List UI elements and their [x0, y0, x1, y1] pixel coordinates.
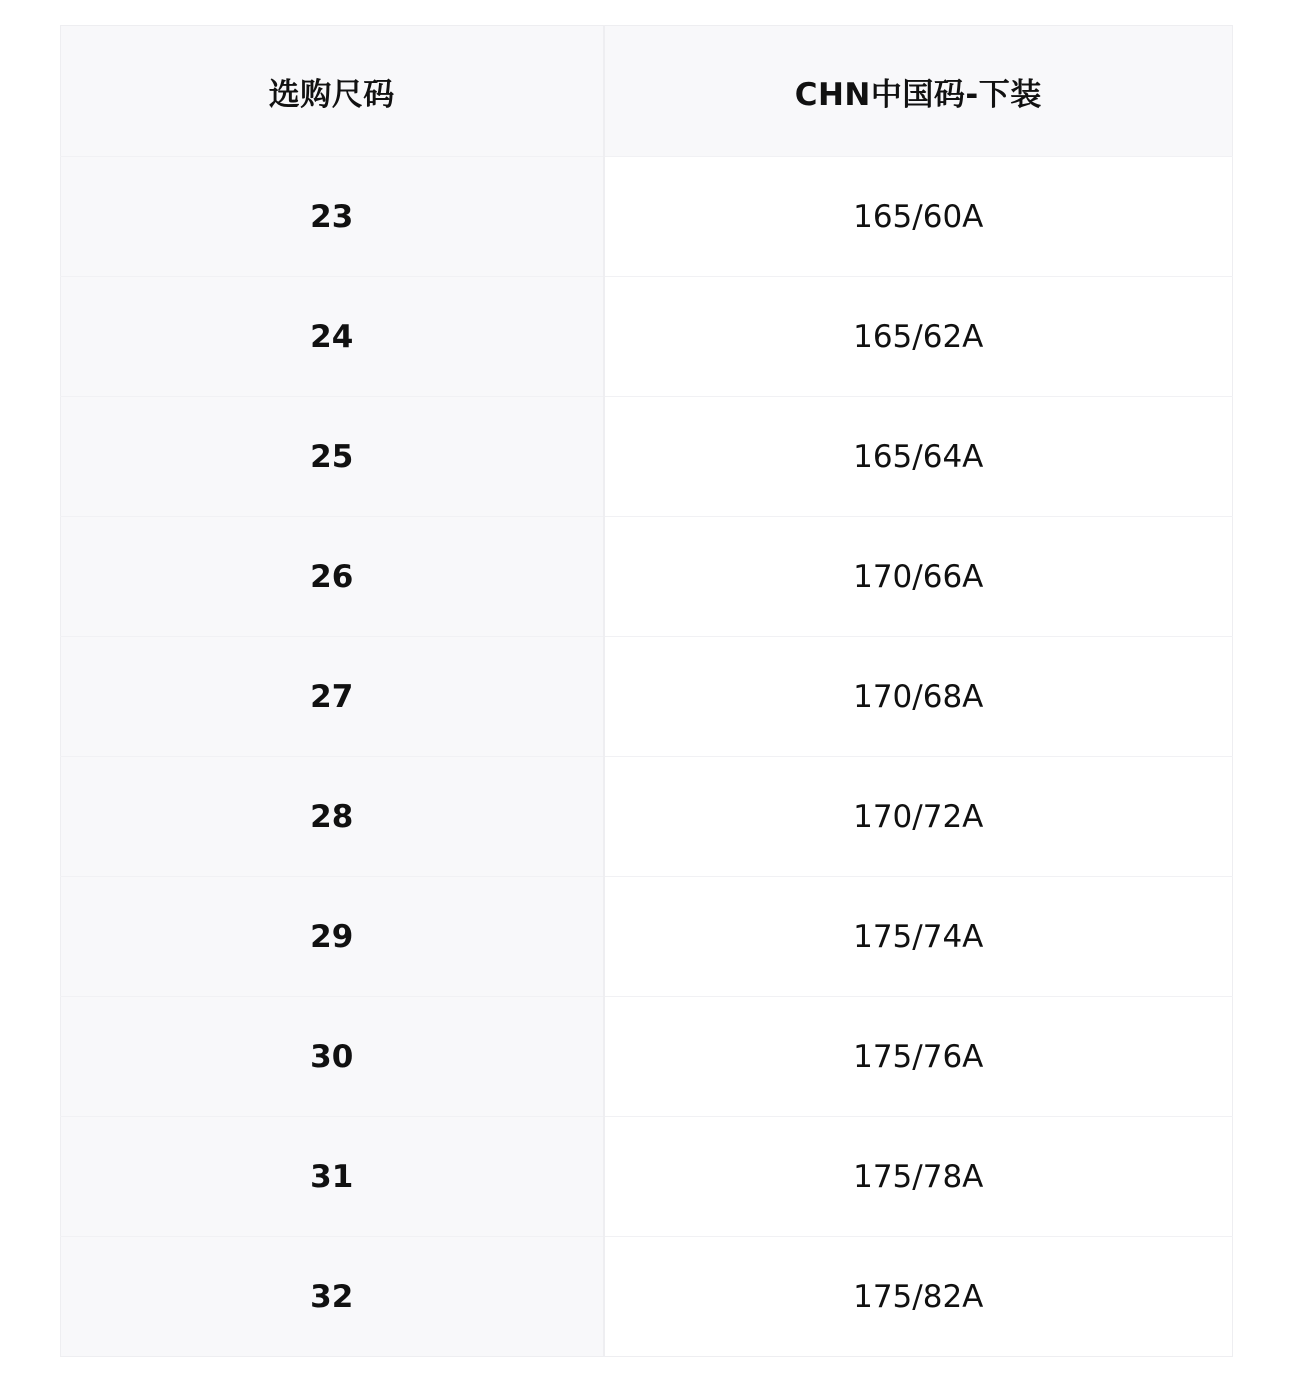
- table-header-row: [61, 26, 1233, 157]
- table-row: [61, 1237, 1233, 1357]
- header-selected-size: 选购尺码: [61, 26, 604, 157]
- table-row: [61, 517, 1233, 637]
- table-row: [61, 637, 1233, 757]
- chn-size-cell: 170/66A: [604, 517, 1233, 637]
- table-row: [61, 997, 1233, 1117]
- chn-size-cell: 175/82A: [604, 1237, 1233, 1357]
- table-row: [61, 397, 1233, 517]
- chn-size-cell: 170/72A: [604, 757, 1233, 877]
- size-cell: 28: [61, 757, 604, 877]
- table-row: [61, 1117, 1233, 1237]
- size-cell: 31: [61, 1117, 604, 1237]
- table-row: [61, 277, 1233, 397]
- chn-size-cell: 175/74A: [604, 877, 1233, 997]
- chn-size-cell: 175/78A: [604, 1117, 1233, 1237]
- table-row: [61, 157, 1233, 277]
- size-cell: 30: [61, 997, 604, 1117]
- chn-size-cell: 175/76A: [604, 997, 1233, 1117]
- size-cell: 32: [61, 1237, 604, 1357]
- size-cell: 23: [61, 157, 604, 277]
- size-cell: 24: [61, 277, 604, 397]
- table-row: [61, 757, 1233, 877]
- table-row: [61, 877, 1233, 997]
- size-cell: 25: [61, 397, 604, 517]
- size-cell: 26: [61, 517, 604, 637]
- size-chart-table: [60, 25, 1233, 1357]
- chn-size-cell: 165/60A: [604, 157, 1233, 277]
- chn-size-cell: 165/64A: [604, 397, 1233, 517]
- header-chn-size-bottoms: CHN中国码-下装: [604, 26, 1233, 157]
- size-cell: 27: [61, 637, 604, 757]
- size-cell: 29: [61, 877, 604, 997]
- chn-size-cell: 165/62A: [604, 277, 1233, 397]
- chn-size-cell: 170/68A: [604, 637, 1233, 757]
